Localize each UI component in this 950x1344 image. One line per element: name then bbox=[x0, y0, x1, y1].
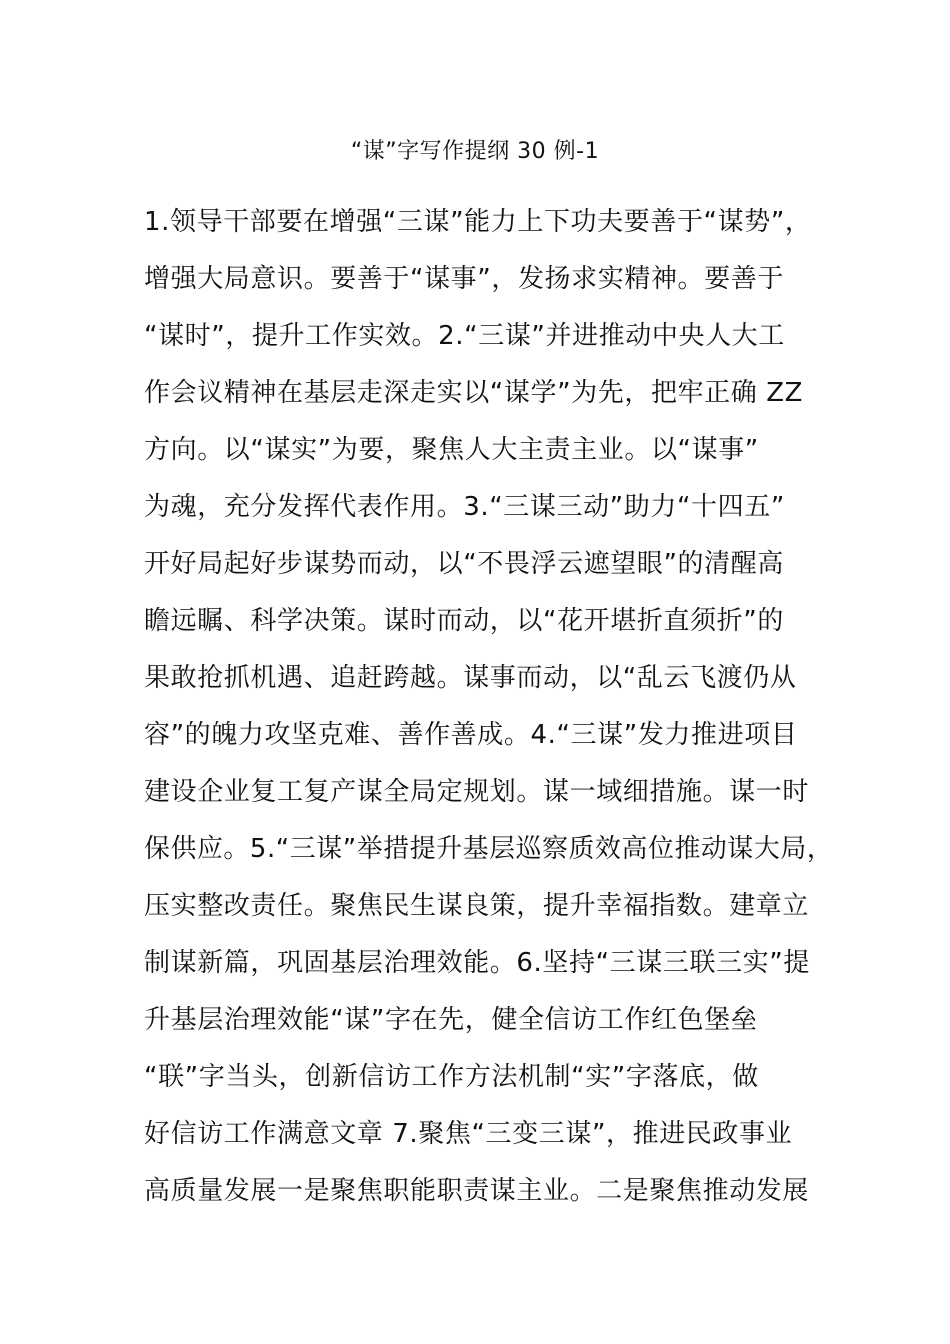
body-line: 建设企业复工复产谋全局定规划。谋一域细措施。谋一时 bbox=[144, 777, 810, 807]
body-line: 容”的魄力攻坚克难、善作善成。4.“三谋”发力推进项目 bbox=[144, 720, 798, 750]
document-title: “谋”字写作提纲 30 例-1 bbox=[350, 139, 600, 164]
body-line: 果敢抢抓机遇、追赶跨越。谋事而动，以“乱云飞渡仍从 bbox=[144, 663, 797, 693]
body-line: “谋时”，提升工作实效。2.“三谋”并进推动中央人大工 bbox=[144, 321, 785, 351]
body-line: 瞻远瞩、科学决策。谋时而动，以“花开堪折直须折”的 bbox=[144, 606, 784, 636]
body-line: 压实整改责任。聚焦民生谋良策，提升幸福指数。建章立 bbox=[144, 891, 810, 921]
body-line: 作会议精神在基层走深走实以“谋学”为先，把牢正确 ZZ bbox=[144, 378, 804, 408]
body-line: 方向。以“谋实”为要，聚焦人大主责主业。以“谋事” bbox=[144, 435, 759, 465]
document-body bbox=[144, 194, 834, 1220]
body-line: 1.领导干部要在增强“三谋”能力上下功夫要善于“谋势”， bbox=[144, 207, 812, 237]
body-line: “联”字当头，创新信访工作方法机制“实”字落底，做 bbox=[144, 1062, 759, 1092]
body-line: 开好局起好步谋势而动，以“不畏浮云遮望眼”的清醒高 bbox=[144, 549, 784, 579]
body-line: 升基层治理效能“谋”字在先，健全信访工作红色堡垒 bbox=[144, 1005, 758, 1035]
body-line: 高质量发展一是聚焦职能职责谋主业。二是聚焦推动发展 bbox=[144, 1176, 810, 1206]
body-line: 好信访工作满意文章 7.聚焦“三变三谋”，推进民政事业 bbox=[144, 1119, 793, 1149]
body-line: 保供应。5.“三谋”举措提升基层巡察质效高位推动谋大局， bbox=[144, 834, 834, 864]
body-line: 为魂，充分发挥代表作用。3.“三谋三动”助力“十四五” bbox=[144, 492, 785, 522]
body-line: 增强大局意识。要善于“谋事”，发扬求实精神。要善于 bbox=[144, 264, 784, 294]
body-line: 制谋新篇，巩固基层治理效能。6.坚持“三谋三联三实”提 bbox=[144, 948, 810, 978]
